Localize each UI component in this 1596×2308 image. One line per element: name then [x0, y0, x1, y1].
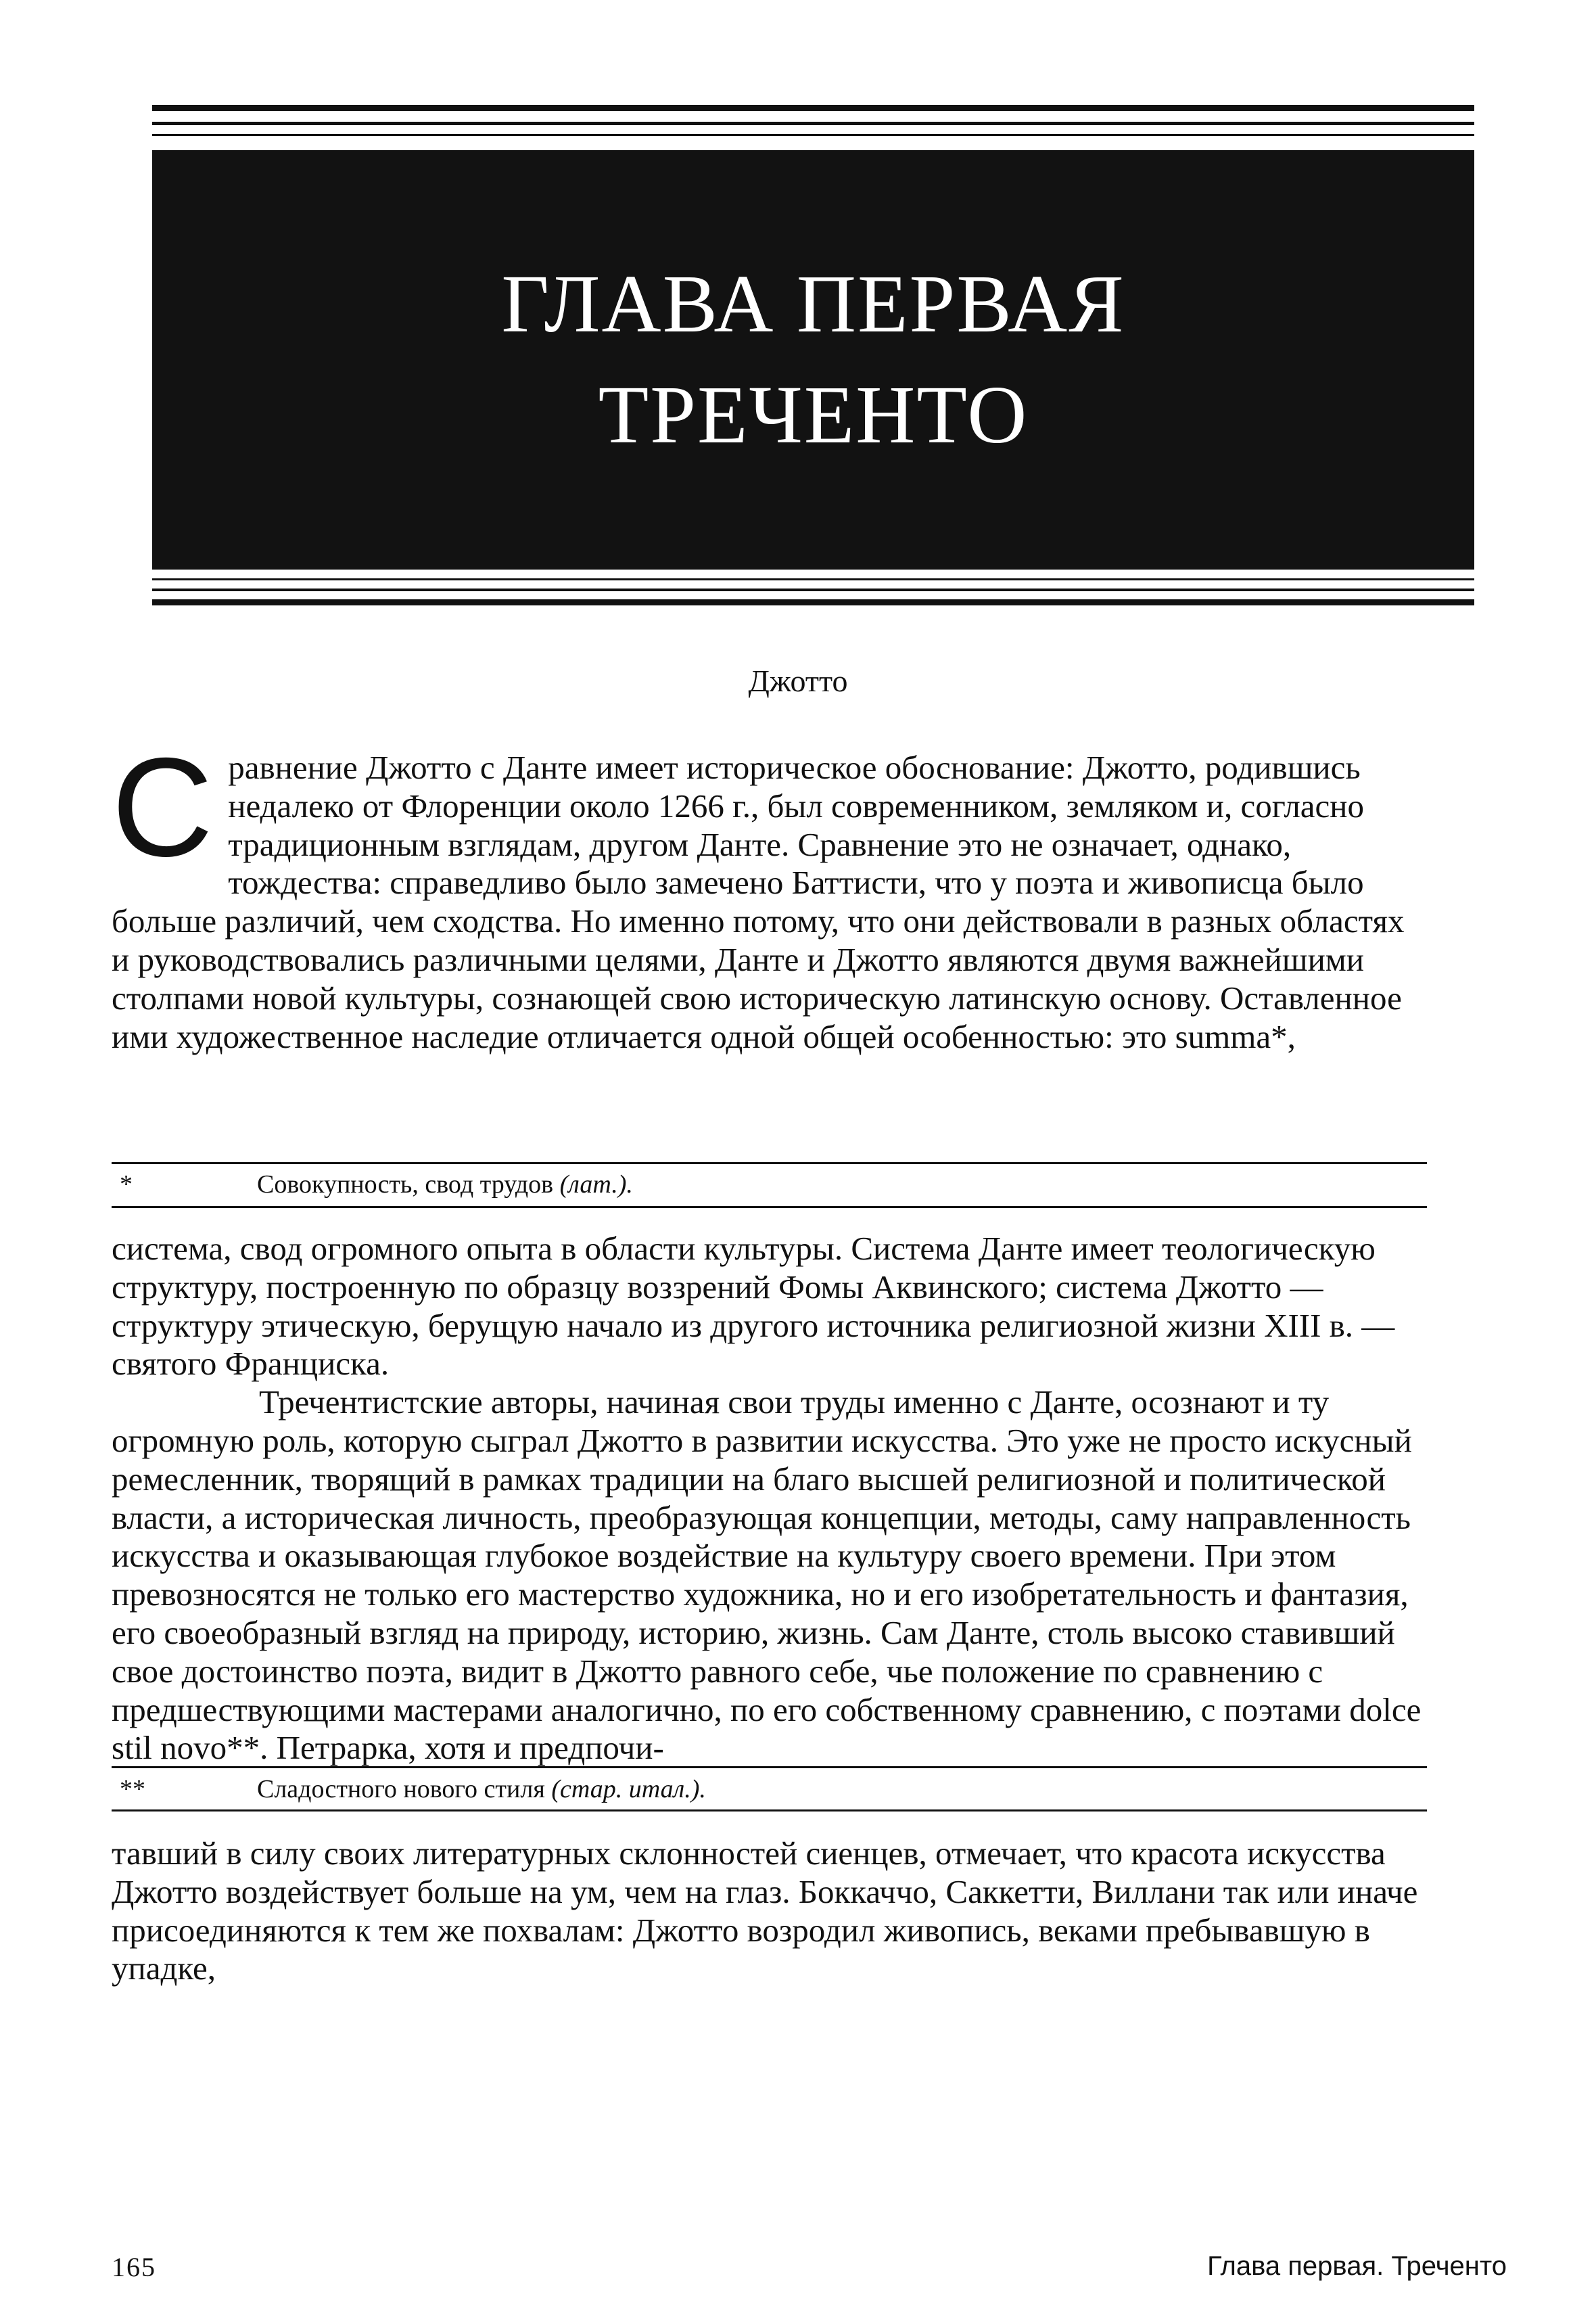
footnote-1 — [112, 1168, 1427, 1201]
paragraph-2: система, свод огромного опыта в области культуры. Система Данте имеет теологическую структуру, построенную по образцу воззрений Фомы Аквинского; система Джотто — структуру этическую, берущую начало из другого источника религиозной жизни XIII в. — святого Франциска. — [112, 1230, 1395, 1383]
header-rule-top-1 — [152, 105, 1474, 111]
chapter-title: ГЛАВА ПЕРВАЯ — [501, 258, 1125, 350]
footnote-2-rule-bottom — [112, 1809, 1427, 1811]
paragraph-3: Тречентистские авторы, начиная свои труды именно с Данте, осознают и ту огромную роль, которую сыграл Джотто в развитии искусства. Это уже не просто искусный ремесленник, творящий в рамках традиции на благо высшей религиозной и политической власти, а историческая личность, преобразующая концепции, методы, саму направленность искусства и оказывающая глубокое воздействие на культуру своего времени. При этом превозносятся не только его мастерство художника, но и его изобретательность и фантазия, его своеобразный взгляд на природу, историю, жизнь. Сам Данте, столь высоко ставивший свое достоинство поэта, видит в Джотто равного себе, чье положение по сравнению с предшествующими мастерами аналогично, по его собственному сравнению, с поэтами dolce stil novo**. Петрарка, хотя и предпочи- — [112, 1383, 1422, 1767]
header-rule-bottom-2 — [152, 588, 1474, 591]
footnote-2 — [112, 1773, 1427, 1805]
paragraph-1-text: равнение Джотто с Данте имеет историческое обоснование: Джотто, родившись недалеко от Флоренции около 1266 г., был современником, земляком и, согласно традиционным взглядам, другом Данте. Сравнение это не означает, однако, тождества: справедливо было замечено Баттисти, что у поэта и живописца было больше различий, чем сходства. Но именно потому, что они действовали в разных областях и руководствовались различными целями, Данте и Джотто являются двумя важнейшими столпами новой культуры, сознающей свою историческую латинскую основу. Оставленное ими художественное наследие отличается одной общей особенностью: это summa*, — [112, 749, 1405, 1055]
footnote-1-text: Совокупность, свод трудов — [257, 1170, 554, 1199]
chapter-subtitle: ТРЕЧЕНТО — [598, 369, 1029, 461]
paragraph-4: тавший в силу своих литературных склонностей сиенцев, отмечает, что красота искусства Джотто воздействует больше на ум, чем на глаз. Боккаччо, Саккетти, Виллани так или иначе присоединяются к тем же похвалам: Джотто возродил живопись, веками пребывавшую в упадке, — [112, 1834, 1418, 1987]
footnote-2-rule-top — [112, 1766, 1427, 1768]
chapter-banner — [152, 150, 1474, 570]
running-title: Глава первая. Треченто — [1207, 2251, 1507, 2281]
footnote-1-lang: (лат.). — [559, 1170, 633, 1199]
header-rule-top-2 — [152, 122, 1474, 125]
header-rule-top-3 — [152, 134, 1474, 136]
footnote-2-text: Сладостного нового стиля — [257, 1775, 545, 1803]
header-rule-bottom-1 — [152, 578, 1474, 580]
footnote-2-lang: (стар. итал.). — [551, 1775, 706, 1803]
drop-cap: С — [112, 729, 214, 886]
footnote-2-mark: ** — [120, 1775, 145, 1803]
footnote-1-rule-bottom — [112, 1206, 1427, 1208]
footnote-1-mark: * — [120, 1170, 133, 1199]
header-rule-bottom-3 — [152, 599, 1474, 605]
paragraph-2-3-block — [112, 1230, 1427, 1768]
paragraph-1 — [112, 729, 1427, 1056]
section-title: Джотто — [748, 664, 848, 698]
footnote-1-rule-top — [112, 1162, 1427, 1164]
page-number: 165 — [112, 2252, 156, 2282]
